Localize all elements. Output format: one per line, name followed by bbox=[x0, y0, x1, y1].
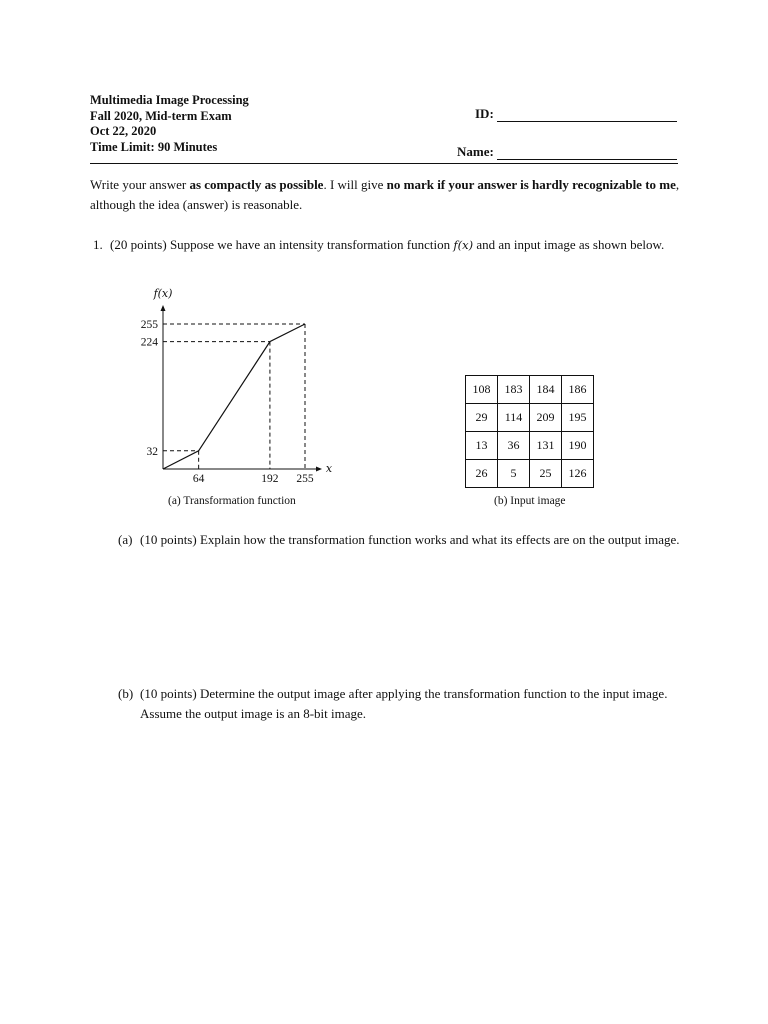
question-number: 1. bbox=[93, 237, 103, 252]
question-text-after: and an input image as shown below. bbox=[473, 237, 665, 252]
name-label: Name: bbox=[457, 144, 494, 159]
function-line bbox=[163, 324, 305, 469]
instructions-bold-2: no mark if your answer is hardly recognizable to me bbox=[386, 177, 676, 192]
pixel-value: 25 bbox=[530, 460, 562, 488]
instructions-bold-1: as compactly as possible bbox=[189, 177, 324, 192]
exam-date: Oct 22, 2020 bbox=[90, 124, 157, 138]
pixel-value: 26 bbox=[466, 460, 498, 488]
subquestion-a-text: (10 points) Explain how the transformation function works and what its effects are on the output image. bbox=[140, 532, 680, 547]
instructions-text-2: . I will give bbox=[323, 177, 387, 192]
y-axis-label: f(x) bbox=[153, 287, 173, 300]
y-tick-label: 255 bbox=[140, 319, 158, 331]
pixel-value: 131 bbox=[530, 432, 562, 460]
question-text-before: (20 points) Suppose we have an intensity transformation function bbox=[110, 237, 454, 252]
y-tick-label: 32 bbox=[146, 445, 158, 458]
instructions-text-1: Write your answer bbox=[90, 177, 190, 192]
x-tick-label: 64 bbox=[192, 473, 205, 485]
pixel-row bbox=[466, 404, 594, 432]
pixel-value: 184 bbox=[530, 376, 562, 404]
instructions-text-3: , although the idea (answer) is reasonable. bbox=[90, 177, 680, 212]
y-tick-label: 224 bbox=[140, 336, 158, 349]
time-limit: Time Limit: 90 Minutes bbox=[90, 139, 218, 154]
exam-term: Fall 2020, Mid-term Exam bbox=[90, 108, 232, 123]
pixel-value: 126 bbox=[562, 460, 594, 488]
subquestion-a bbox=[118, 530, 680, 550]
subquestion-b bbox=[118, 684, 680, 724]
pixel-value: 209 bbox=[530, 404, 562, 432]
pixel-value: 190 bbox=[562, 432, 594, 460]
pixel-row bbox=[466, 432, 594, 460]
subquestion-a-label: (a) bbox=[118, 532, 133, 547]
pixel-value: 5 bbox=[498, 460, 530, 488]
subquestion-b-text: (10 points) Determine the output image after applying the transformation function to the input image. Assume the output image is an 8-bit image. bbox=[140, 686, 668, 721]
subquestion-b-label: (b) bbox=[118, 686, 134, 701]
pixel-value: 183 bbox=[498, 376, 530, 404]
course-title: Multimedia Image Processing bbox=[90, 93, 249, 107]
pixel-row bbox=[466, 460, 594, 488]
y-axis-arrow bbox=[161, 305, 166, 311]
x-axis-arrow bbox=[316, 467, 322, 472]
pixel-value: 36 bbox=[498, 432, 530, 460]
function-symbol: f(x) bbox=[453, 238, 474, 252]
x-axis-label: x bbox=[325, 462, 333, 475]
pixel-value: 195 bbox=[562, 404, 594, 432]
pixel-value: 108 bbox=[466, 376, 498, 404]
pixel-row bbox=[466, 376, 594, 404]
pixel-value: 13 bbox=[466, 432, 498, 460]
x-tick-label: 255 bbox=[296, 473, 314, 485]
input-image-table bbox=[465, 375, 594, 488]
pixel-value: 29 bbox=[466, 404, 498, 432]
pixel-value: 114 bbox=[498, 404, 530, 432]
figure-b-caption: (b) Input image bbox=[494, 495, 566, 507]
x-tick-label: 192 bbox=[261, 473, 279, 485]
figure-a-caption: (a) Transformation function bbox=[168, 495, 296, 507]
id-label: ID: bbox=[475, 106, 494, 121]
pixel-value: 186 bbox=[562, 376, 594, 404]
